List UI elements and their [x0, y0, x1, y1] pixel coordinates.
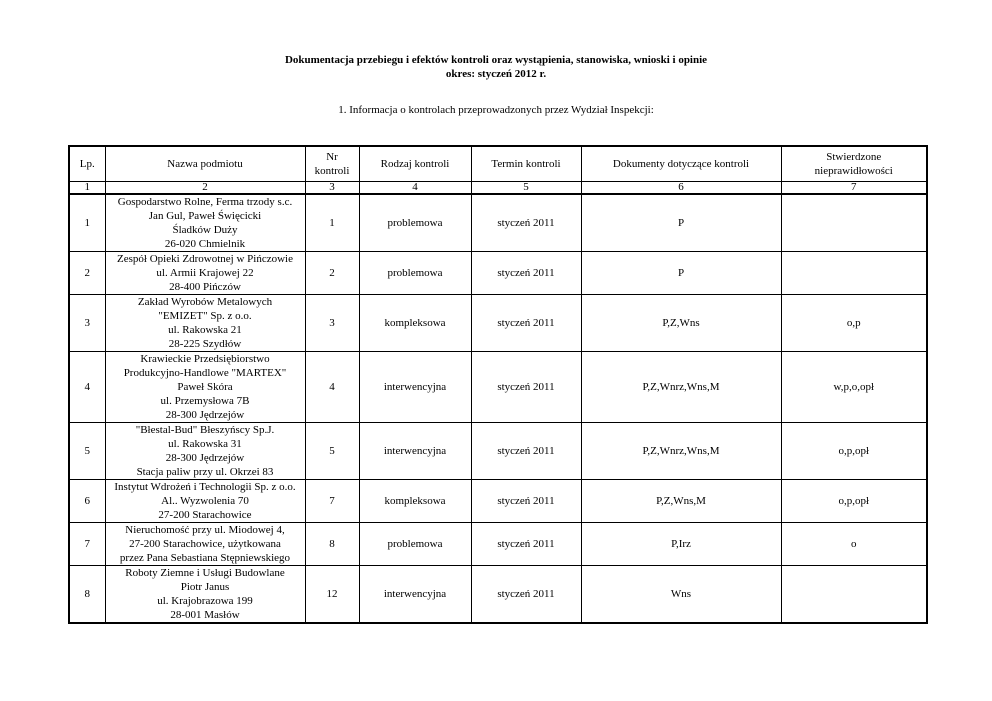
row-irregularities: w,p,o,opł: [781, 352, 927, 423]
row-control-term: styczeń 2011: [471, 352, 581, 423]
table-row: [69, 252, 927, 295]
entity-name-line: Paweł Skóra: [177, 381, 233, 393]
row-entity-name: [105, 295, 305, 352]
row-control-type: problemowa: [359, 523, 471, 566]
entity-name-line: ul. Rakowska 21: [168, 324, 242, 336]
row-lp: 6: [69, 480, 105, 523]
entity-name-line: ul. Armii Krajowej 22: [156, 267, 254, 279]
header-irregularities: [781, 146, 927, 182]
column-number: 4: [359, 182, 471, 195]
header-lp: Lp.: [69, 146, 105, 182]
entity-name-line: "EMIZET" Sp. z o.o.: [158, 310, 252, 322]
row-documents: P,Z,Wnrz,Wns,M: [581, 352, 781, 423]
row-control-type: interwencyjna: [359, 566, 471, 624]
row-lp: 1: [69, 194, 105, 252]
table-row: [69, 523, 927, 566]
row-lp: 2: [69, 252, 105, 295]
entity-name-line: Zakład Wyrobów Metalowych: [137, 296, 273, 308]
entity-name-line: Al.. Wyzwolenia 70: [161, 495, 249, 507]
row-control-number: 4: [305, 352, 359, 423]
entity-name-line: Gospodarstwo Rolne, Ferma trzody s.c.: [117, 196, 293, 208]
row-entity-name: [105, 252, 305, 295]
entity-name-line: 26-020 Chmielnik: [164, 238, 246, 250]
table-row: [69, 566, 927, 624]
row-irregularities: o,p: [781, 295, 927, 352]
row-documents: P: [581, 194, 781, 252]
row-control-number: 1: [305, 194, 359, 252]
column-number: 2: [105, 182, 305, 195]
row-control-number: 5: [305, 423, 359, 480]
entity-name-line: przez Pana Sebastiana Stępniewskiego: [119, 552, 291, 564]
entity-name-line: Produkcyjno-Handlowe "MARTEX": [123, 367, 287, 379]
header-irregularities-line-1: Stwierdzone: [826, 151, 882, 163]
row-control-term: styczeń 2011: [471, 480, 581, 523]
row-lp: 3: [69, 295, 105, 352]
document-title-line-2: okres: styczeń 2012 r.: [445, 68, 547, 80]
row-control-number: 12: [305, 566, 359, 624]
table-row: [69, 295, 927, 352]
entity-name-line: Zespół Opieki Zdrowotnej w Pińczowie: [117, 253, 293, 265]
row-irregularities: o: [781, 523, 927, 566]
entity-name-line: "Błestal-Bud" Błeszyńscy Sp.J.: [135, 424, 275, 436]
column-number: 6: [581, 182, 781, 195]
row-irregularities: [781, 194, 927, 252]
row-control-type: kompleksowa: [359, 295, 471, 352]
row-control-number: 3: [305, 295, 359, 352]
row-control-term: styczeń 2011: [471, 423, 581, 480]
document-title-line-1: Dokumentacja przebiegu i efektów kontroli oraz wystąpienia, stanowiska, wnioski i opinie: [284, 54, 708, 66]
table-row: [69, 352, 927, 423]
header-nr: [305, 146, 359, 182]
entity-name-line: Śladków Duży: [172, 224, 238, 236]
row-control-type: problemowa: [359, 252, 471, 295]
entity-name-line: ul. Przemysłowa 7B: [160, 395, 250, 407]
entity-name-line: 28-300 Jędrzejów: [165, 409, 245, 421]
entity-name-line: 28-400 Pińczów: [169, 281, 241, 293]
row-entity-name: [105, 194, 305, 252]
row-control-type: interwencyjna: [359, 423, 471, 480]
entity-name-line: Instytut Wdrożeń i Technologii Sp. z o.o.: [114, 481, 296, 493]
table-body: [69, 194, 927, 623]
row-irregularities: o,p,opł: [781, 480, 927, 523]
row-entity-name: [105, 566, 305, 624]
row-irregularities: [781, 252, 927, 295]
row-control-number: 2: [305, 252, 359, 295]
column-number: 5: [471, 182, 581, 195]
column-number-row: [69, 182, 927, 195]
entity-name-line: Stacja paliw przy ul. Okrzei 83: [136, 466, 274, 478]
column-number: 7: [781, 182, 927, 195]
row-documents: P,Z,Wnrz,Wns,M: [581, 423, 781, 480]
header-row: [69, 146, 927, 182]
row-irregularities: [781, 566, 927, 624]
entity-name-line: 27-200 Starachowice: [158, 509, 252, 521]
row-control-term: styczeń 2011: [471, 295, 581, 352]
row-documents: P,Z,Wns,M: [581, 480, 781, 523]
row-control-type: kompleksowa: [359, 480, 471, 523]
row-entity-name: [105, 352, 305, 423]
row-control-term: styczeń 2011: [471, 566, 581, 624]
row-control-number: 7: [305, 480, 359, 523]
row-documents: Wns: [581, 566, 781, 624]
inspections-table: [68, 145, 928, 624]
entity-name-line: Krawieckie Przedsiębiorstwo: [140, 353, 270, 365]
row-documents: P: [581, 252, 781, 295]
row-control-term: styczeń 2011: [471, 523, 581, 566]
header-irregularities-line-2: nieprawidłowości: [814, 165, 893, 177]
row-lp: 5: [69, 423, 105, 480]
entity-name-line: Piotr Janus: [180, 581, 230, 593]
table-row: [69, 194, 927, 252]
row-documents: P,Irz: [581, 523, 781, 566]
row-entity-name: [105, 480, 305, 523]
row-documents: P,Z,Wns: [581, 295, 781, 352]
entity-name-line: 28-300 Jędrzejów: [165, 452, 245, 464]
row-control-type: problemowa: [359, 194, 471, 252]
entity-name-line: Nieruchomość przy ul. Miodowej 4,: [125, 524, 285, 536]
entity-name-line: 28-001 Masłów: [170, 609, 240, 621]
entity-name-line: 27-200 Starachowice, użytkowana: [129, 538, 281, 550]
header-docs: Dokumenty dotyczące kontroli: [581, 146, 781, 182]
row-entity-name: [105, 523, 305, 566]
entity-name-line: ul. Rakowska 31: [168, 438, 242, 450]
row-control-term: styczeń 2011: [471, 252, 581, 295]
row-control-type: interwencyjna: [359, 352, 471, 423]
section-heading: 1. Informacja o kontrolach przeprowadzonych przez Wydział Inspekcji:: [338, 104, 654, 116]
row-entity-name: [105, 423, 305, 480]
entity-name-line: ul. Krajobrazowa 199: [157, 595, 253, 607]
header-nr-line-2: kontroli: [314, 165, 350, 177]
header-type: Rodzaj kontroli: [359, 146, 471, 182]
column-number: 3: [305, 182, 359, 195]
row-control-term: styczeń 2011: [471, 194, 581, 252]
column-number: 1: [69, 182, 105, 195]
header-name: Nazwa podmiotu: [105, 146, 305, 182]
row-lp: 8: [69, 566, 105, 624]
header-term: Termin kontroli: [471, 146, 581, 182]
table-row: [69, 423, 927, 480]
entity-name-line: Roboty Ziemne i Usługi Budowlane: [125, 567, 285, 579]
row-lp: 7: [69, 523, 105, 566]
header-nr-line-1: Nr: [326, 151, 338, 163]
entity-name-line: Jan Gul, Paweł Święcicki: [148, 210, 262, 222]
row-irregularities: o,p,opł: [781, 423, 927, 480]
entity-name-line: 28-225 Szydłów: [168, 338, 242, 350]
row-lp: 4: [69, 352, 105, 423]
table-row: [69, 480, 927, 523]
row-control-number: 8: [305, 523, 359, 566]
